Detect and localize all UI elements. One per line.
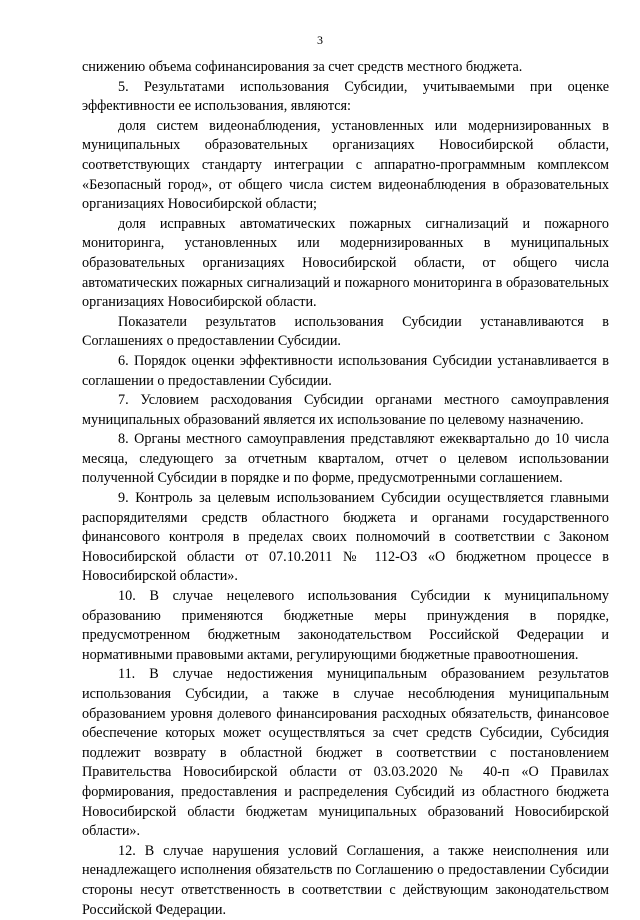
paragraph-indicators: Показатели результатов использования Субсидии устанавливаются в Соглашениях о предоставлении Субсидии. xyxy=(82,313,609,350)
paragraph-item-7: 7. Условием расходования Субсидии органами местного самоуправления муниципальных образований является их использование по целевому назначению. xyxy=(82,392,609,428)
paragraph-item-5: 5. Результатами использования Субсидии, учитываемыми при оценке эффективности ее использования, являются: xyxy=(82,78,609,115)
page-number: 3 xyxy=(317,33,323,47)
paragraph-item-8: 8. Органы местного самоуправления представляют ежеквартально до 10 числа месяца, следующего за отчетным кварталом, отчет о целевом использовании полученной Субсидии в порядке и по форме, предусмотренными соглашением. xyxy=(82,431,609,487)
paragraph-item-10: 10. В случае нецелевого использования Субсидии к муниципальному образованию применяются бюджетные меры принуждения в порядке, предусмотренном бюджетным законодательством Российской Федерации и нормативными правовыми актами, регулирующими бюджетные правоотношения. xyxy=(82,588,609,663)
paragraph-continuation: снижению объема софинансирования за счет средств местного бюджета. xyxy=(82,59,523,75)
paragraph-item-11: 11. В случае недостижения муниципальным образованием результатов использования Субсидии, а также в случае несоблюдения муниципальным образованием уровня долевого финансирования расходных обязательств, финансовое обеспечение которых может осуществляться за счет средств Субсидии, Субсидия подлежит возврату в областной бюджет в соответствии с постановлением Правительства Новосибирской области от 03.03.2020 № 40-п «О Правилах формирования, предоставления и распределения Субсидий из областного бюджета Новосибирской области бюджетам муниципальных образований Новосибирской области». xyxy=(82,666,609,840)
paragraph-item-6: 6. Порядок оценки эффективности использования Субсидии устанавливается в соглашении о предоставлении Субсидии. xyxy=(82,352,609,389)
paragraph-item-12: 12. В случае нарушения условий Соглашения, а также неисполнения или ненадлежащего исполнения обязательств по Соглашению о предоставлении Субсидии стороны несут ответственность в соответствии с действующим законодательством Российской Федерации. xyxy=(82,842,609,918)
paragraph-video-surveillance: доля систем видеонаблюдения, установленных или модернизированных в муниципальных образовательных организациях Новосибирской области, соответствующих стандарту интеграции с аппаратно-программным комплексом «Безопасный город», от общего числа систем видеонаблюдения в образовательных организациях Новосибирской области; xyxy=(82,117,609,213)
document-body xyxy=(82,58,609,920)
paragraph-fire-alarm: доля исправных автоматических пожарных сигнализаций и пожарного мониторинга, установленных или модернизированных в муниципальных образовательных организациях Новосибирской области, от общего числа автоматических пожарных сигнализаций и пожарного мониторинга в образовательных организациях Новосибирской области. xyxy=(82,215,609,311)
paragraph-item-9: 9. Контроль за целевым использованием Субсидии осуществляется главными распорядителями средств областного бюджета и органами государственного финансового контроля в пределах своих полномочий в соответствии с Законом Новосибирской области от 07.10.2011 № 112-ОЗ «О бюджетном процессе в Новосибирской области». xyxy=(82,490,609,585)
